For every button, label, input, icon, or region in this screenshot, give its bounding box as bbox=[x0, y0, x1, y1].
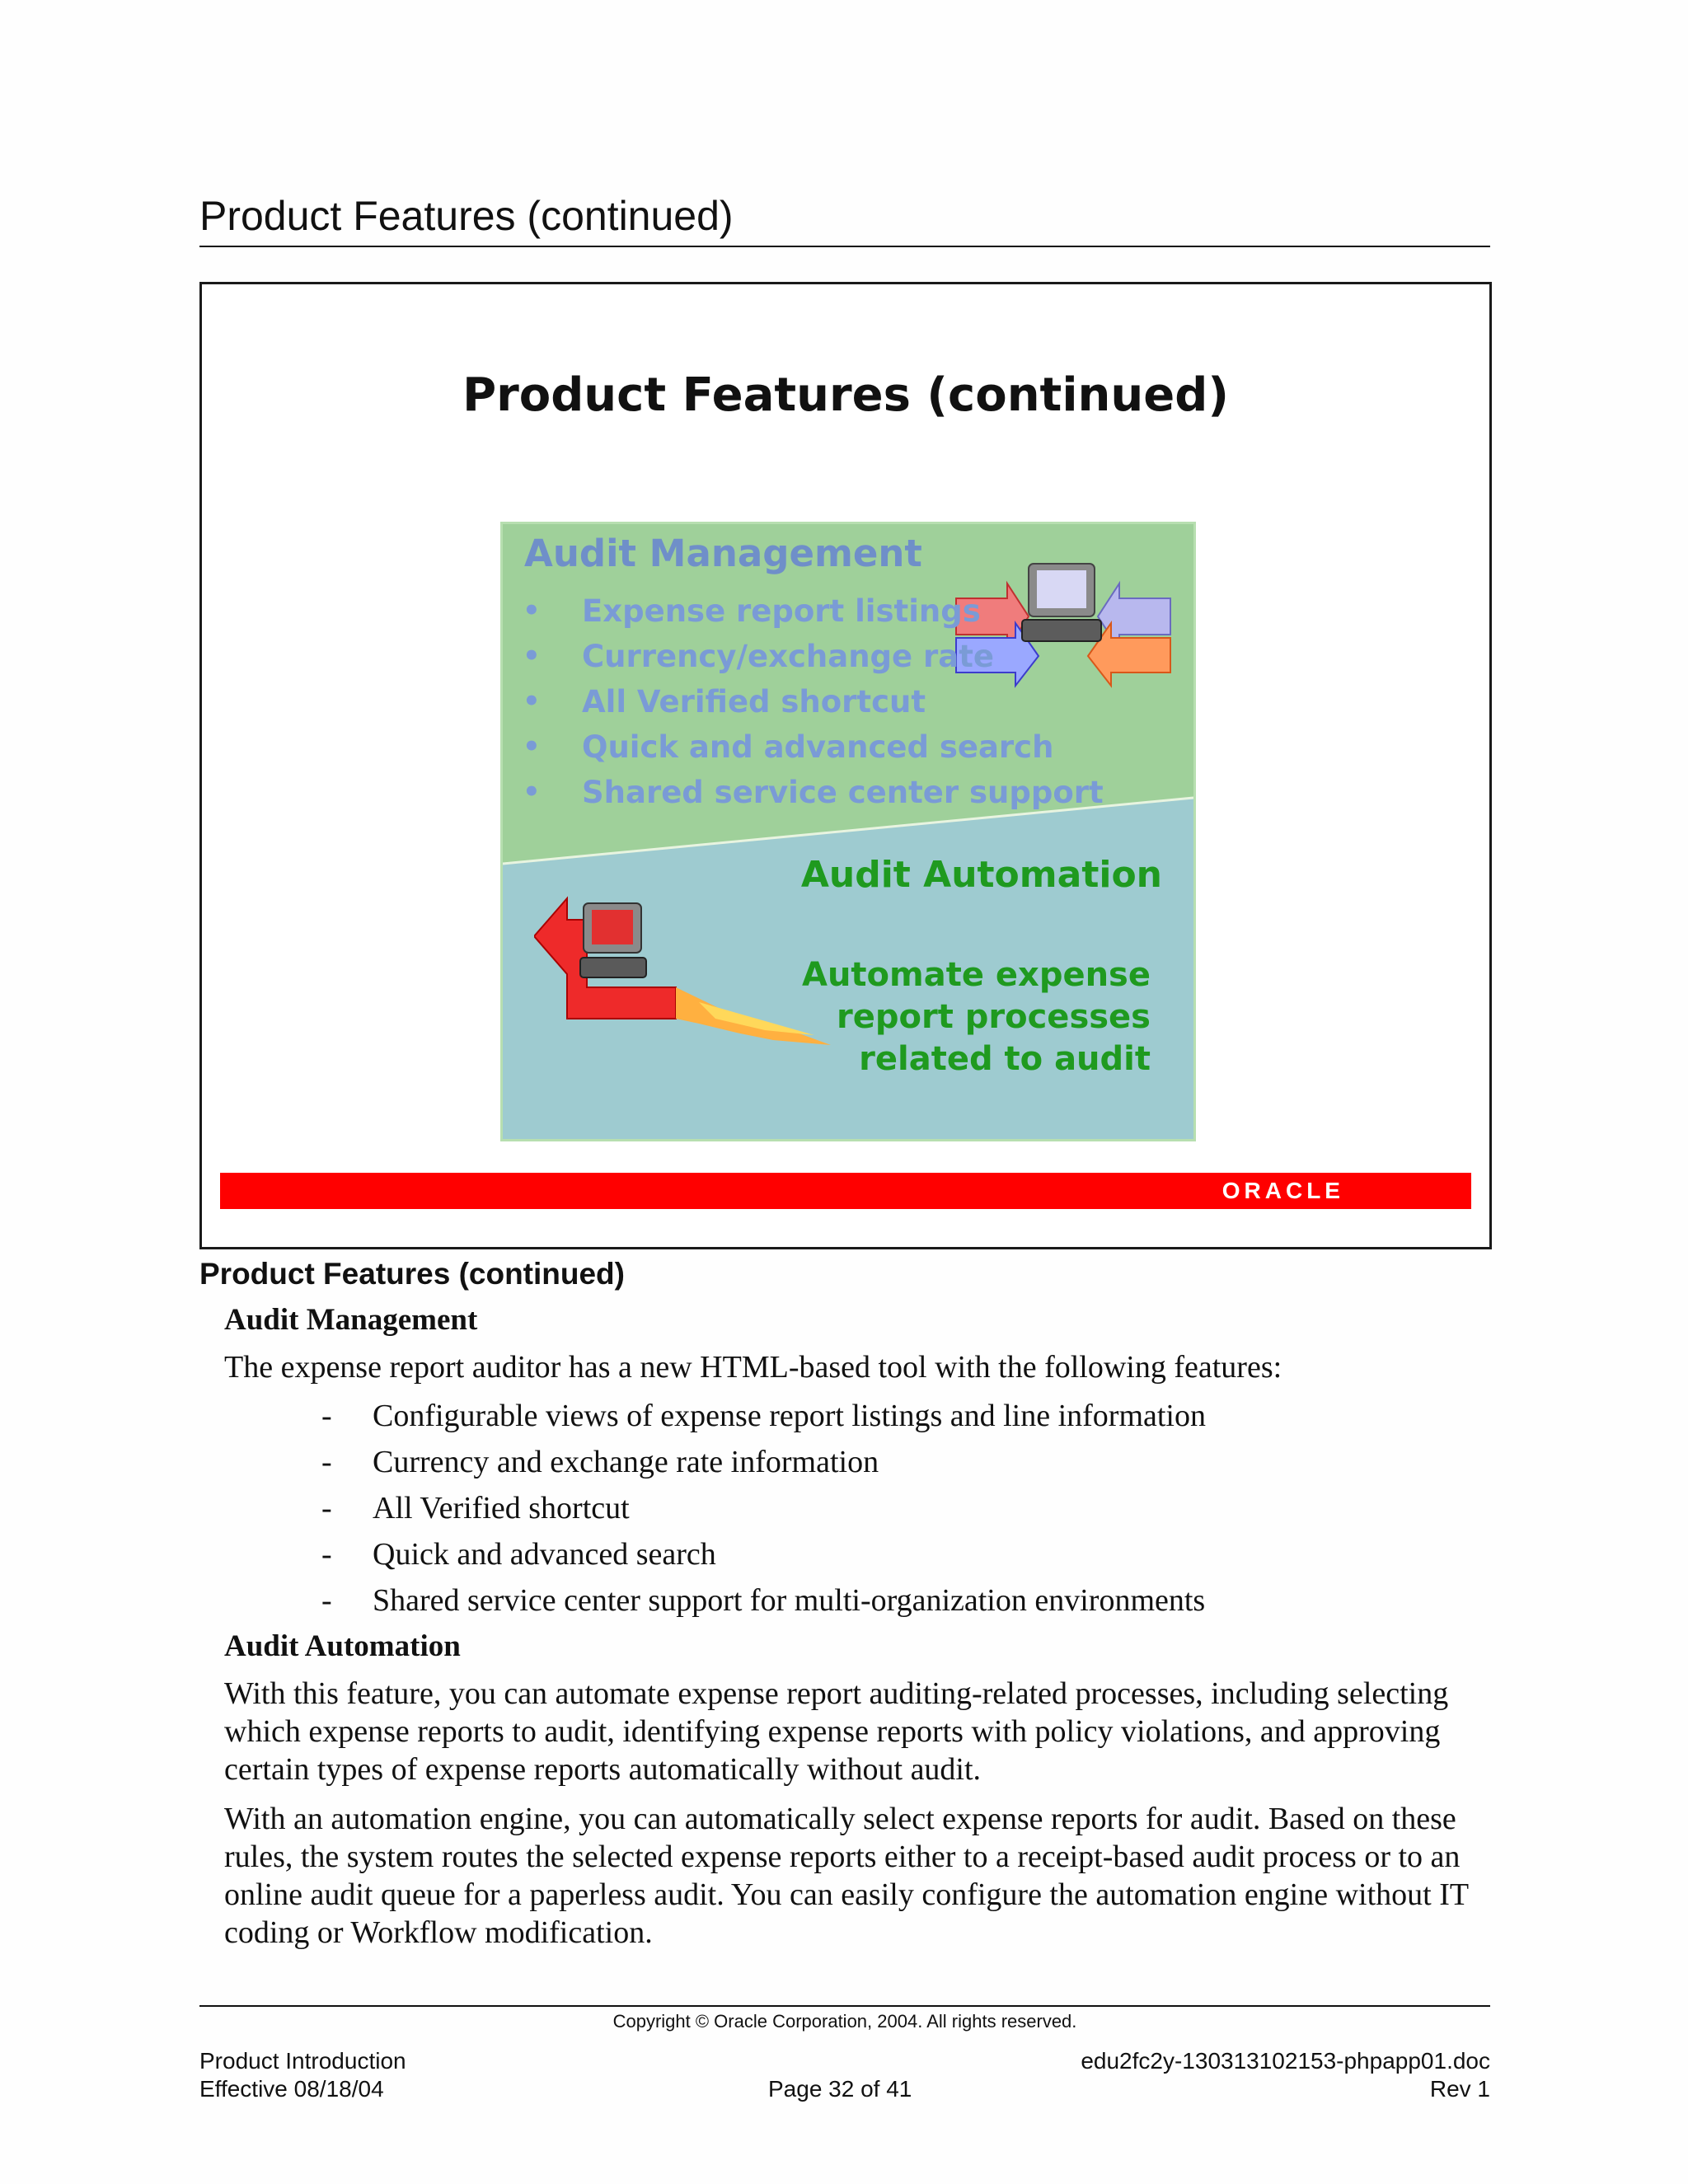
slide-title: Product Features (continued) bbox=[462, 368, 1229, 422]
bullet-icon: • bbox=[523, 730, 541, 763]
feature-list bbox=[224, 1396, 1206, 1627]
bullet-icon: • bbox=[523, 640, 541, 673]
oracle-logo: ORACLE bbox=[1221, 1178, 1344, 1203]
title-divider bbox=[199, 246, 1490, 247]
list-item: • Quick and advanced search bbox=[514, 724, 1104, 770]
audit-management-title: Audit Management bbox=[524, 532, 922, 575]
audit-automation-description: Automate expense report processes related to audit bbox=[802, 956, 1151, 1078]
footer-divider bbox=[199, 2005, 1490, 2007]
list-item: • Currency/exchange rate bbox=[514, 634, 1104, 679]
page-title: Product Features (continued) bbox=[199, 193, 734, 239]
list-item: • Shared service center support bbox=[514, 770, 1104, 815]
list-item: - Currency and exchange rate information bbox=[321, 1445, 879, 1479]
audit-management-intro: The expense report auditor has a new HTML-based tool with the following features: bbox=[224, 1350, 1282, 1385]
footer-filename: edu2fc2y-130313102153-phpapp01.doc bbox=[1081, 2048, 1490, 2074]
footer-doc-title: Product Introduction bbox=[199, 2048, 406, 2074]
oracle-banner bbox=[220, 1173, 1471, 1209]
slide-image-frame bbox=[199, 282, 1492, 1249]
footer-page-number: Page 32 of 41 bbox=[768, 2076, 912, 2102]
list-item: • All Verified shortcut bbox=[514, 679, 1104, 724]
footer-revision: Rev 1 bbox=[1429, 2076, 1490, 2102]
list-item: - All Verified shortcut bbox=[321, 1491, 630, 1526]
audit-automation-paragraph-2: With an automation engine, you can automatically select expense reports for audit. Based on these rules, the system routes the selected expense reports either to a receipt-based audit process or to an online audit queue for a paperless audit. You can easily configure the automation engine without IT coding or Workflow modification. bbox=[224, 1802, 1469, 1950]
bullet-icon: • bbox=[523, 776, 541, 808]
list-item: • Expense report listings bbox=[514, 588, 1104, 634]
audit-management-list bbox=[514, 588, 1104, 815]
bullet-icon: • bbox=[523, 685, 541, 718]
list-item: - Shared service center support for multi-organization environments bbox=[321, 1583, 1206, 1618]
footer-effective-date: Effective 08/18/04 bbox=[199, 2076, 384, 2102]
slide-content-panel bbox=[500, 522, 1196, 1141]
copyright-notice: Copyright © Oracle Corporation, 2004. All rights reserved. bbox=[612, 2011, 1077, 2032]
list-item: - Quick and advanced search bbox=[321, 1537, 716, 1572]
audit-automation-paragraph-1: With this feature, you can automate expense report auditing-related processes, including selecting which expense reports to audit, identifying expense reports with policy violations, and approving certain types of expense reports automatically without audit. bbox=[224, 1676, 1449, 1787]
audit-automation-title: Audit Automation bbox=[800, 854, 1162, 896]
list-item: - Configurable views of expense report listings and line information bbox=[321, 1399, 1206, 1433]
bullet-icon: • bbox=[523, 594, 541, 627]
audit-automation-heading: Audit Automation bbox=[224, 1629, 461, 1663]
audit-management-heading: Audit Management bbox=[224, 1303, 478, 1337]
notes-heading: Product Features (continued) bbox=[199, 1257, 625, 1291]
